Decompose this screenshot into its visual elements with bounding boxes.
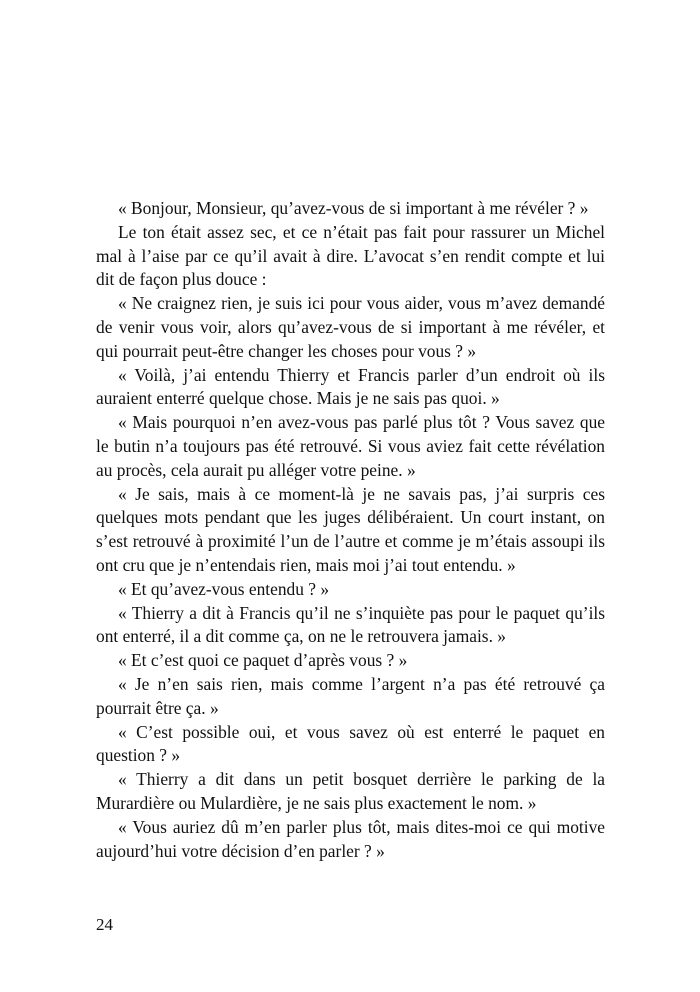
paragraph: « Je n’en sais rien, mais comme l’argent n’a pas été retrouvé ça pourrait être ça. »: [96, 673, 605, 718]
paragraph: « Vous auriez dû m’en parler plus tôt, mais dites-moi ce qui motive aujourd’hui votre décision d’en parler ? »: [96, 816, 605, 861]
paragraph: « Thierry a dit dans un petit bosquet derrière le parking de la Murardière ou Mulardière, je ne sais plus exactement le nom. »: [96, 769, 605, 813]
paragraph: « Voilà, j’ai entendu Thierry et Francis parler d’un endroit où ils auraient enterré quelque chose. Mais je ne sais pas quoi. »: [96, 364, 605, 409]
paragraph: « Bonjour, Monsieur, qu’avez-vous de si important à me révéler ? »: [118, 198, 589, 218]
paragraph: « Thierry a dit à Francis qu’il ne s’inquiète pas pour le paquet qu’ils ont enterré, il a dit comme ça, on ne le retrouvera jamais. »: [96, 602, 605, 647]
paragraph: « Mais pourquoi n’en avez-vous pas parlé plus tôt ? Vous savez que le butin n’a toujours pas été retrouvé. Si vous aviez fait cette révélation au procès, cela aurait pu alléger votre peine. »: [96, 412, 605, 480]
paragraph: « C’est possible oui, et vous savez où est enterré le paquet en question ? »: [96, 721, 605, 766]
paragraph: « Et qu’avez-vous entendu ? »: [118, 578, 330, 599]
paragraph: « Ne craignez rien, je suis ici pour vous aider, vous m’avez demandé de venir vous voir, alors qu’avez-vous de si important à me révéler, et qui pourrait peut-être changer les choses pour vous ? »: [96, 293, 605, 361]
paragraph: « Et c’est quoi ce paquet d’après vous ? »: [118, 650, 408, 671]
paragraph: Le ton était assez sec, et ce n’était pas fait pour rassurer un Michel mal à l’aise par ce qu’il avait à dire. L’avocat s’en rendit compte et lui dit de façon plus douce :: [96, 221, 605, 290]
body-text: [96, 197, 605, 863]
page-number: 24: [96, 915, 113, 934]
paragraph: « Je sais, mais à ce moment-là je ne savais pas, j’ai surpris ces quelques mots pendant que les juges délibéraient. Un court instant, on s’est retrouvé à proximité l’un de l’autre et comme je m’étais assoupi ils ont cru que je n’entendais rien, mais moi j’ai tout entendu. »: [96, 483, 605, 575]
